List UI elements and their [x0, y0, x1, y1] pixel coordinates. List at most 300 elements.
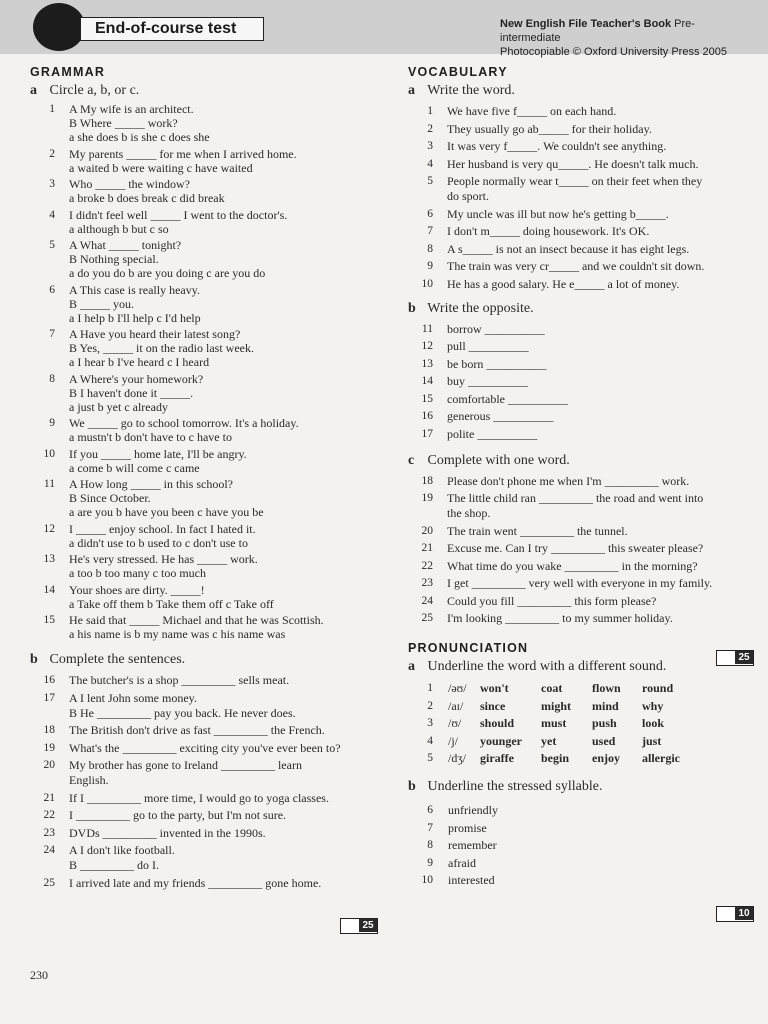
question-number: 1 [427, 682, 433, 694]
stress-item [408, 872, 753, 890]
task-instruction: Underline the stressed syllable. [427, 778, 603, 794]
page-number: 230 [30, 968, 48, 982]
phonetic-symbol: /ʊ/ [448, 716, 462, 731]
question-body [447, 491, 753, 521]
question-number: 25 [43, 876, 55, 889]
question-line: a his name is b my name was c his name was [69, 627, 286, 641]
question-line: What time do you wake _________ in the morning? [447, 558, 698, 573]
question-line: A My wife is an architect. [69, 102, 194, 116]
question-number: 19 [43, 741, 55, 754]
grammar-heading: GRAMMAR [30, 65, 106, 79]
copyright-line: Photocopiable © Oxford University Press 2005 [500, 46, 727, 58]
question-line: I'm looking _________ to my summer holiday. [447, 611, 673, 625]
pronunciation-word[interactable]: won't [480, 681, 509, 695]
pronunciation-word[interactable]: coat [541, 681, 563, 695]
question-number: 2 [427, 699, 433, 712]
task-letter: a [408, 659, 415, 674]
grammar-items-a [30, 102, 388, 641]
question-body [447, 427, 753, 442]
question-body [447, 207, 753, 222]
vocabulary-items-b [408, 322, 753, 442]
question-line: a just b yet c already [69, 399, 168, 414]
question-line: Who _____ the window? [69, 177, 190, 191]
question-body [69, 741, 388, 756]
question-item [408, 242, 753, 257]
pronunciation-word[interactable]: younger [480, 733, 522, 748]
question-line: Her husband is very qu_____. He doesn't talk much. [447, 156, 699, 171]
question-line: The train went _________ the tunnel. [447, 523, 628, 538]
question-line: The little child ran _________ the road and went into [447, 491, 704, 505]
question-body [69, 238, 388, 280]
question-item [408, 357, 753, 372]
question-body [69, 808, 388, 823]
question-line: My uncle was ill but now he's getting b_____. [447, 206, 669, 221]
question-body [447, 576, 753, 591]
pronunciation-word[interactable]: since [480, 698, 506, 713]
question-body [447, 174, 753, 204]
task-letter: b [408, 778, 416, 794]
question-number: 20 [43, 759, 55, 771]
question-number: 2 [49, 147, 55, 160]
question-body [69, 416, 388, 444]
question-body [447, 122, 753, 137]
question-body [69, 208, 388, 236]
question-body [69, 826, 388, 841]
question-line: A s_____ is not an insect because it has eight legs. [447, 241, 690, 256]
pronunciation-word[interactable]: giraffe [480, 751, 514, 766]
question-line: A What _____ tonight? [69, 238, 182, 252]
pronunciation-task-a [408, 658, 753, 676]
question-item [408, 474, 753, 489]
pronunciation-word[interactable]: look [642, 716, 665, 731]
question-number: 16 [421, 410, 433, 422]
question-number: 18 [421, 474, 433, 487]
question-number: 24 [421, 594, 433, 607]
question-body [447, 322, 753, 337]
question-number: 9 [427, 856, 433, 869]
question-body [69, 372, 388, 414]
stress-item [408, 802, 753, 820]
question-line: do sport. [447, 189, 489, 203]
question-number: 14 [43, 583, 55, 596]
vocabulary-task-c [408, 452, 753, 470]
grammar-score: 25 [359, 919, 377, 932]
question-item [30, 613, 388, 641]
question-number: 6 [427, 803, 433, 816]
question-number: 5 [427, 175, 433, 187]
question-line: I get _________ very well with everyone in my family. [447, 576, 713, 590]
question-item [408, 559, 753, 574]
question-body [447, 374, 753, 389]
pronunciation-score-box [716, 906, 754, 922]
question-item [30, 238, 388, 280]
question-item [30, 843, 388, 873]
phonetic-symbol: /dʒ/ [448, 751, 466, 766]
question-item [30, 673, 388, 688]
question-line: a Take off them b Take them off c Take off [69, 596, 274, 611]
question-body [447, 339, 753, 354]
question-item [30, 177, 388, 205]
question-number: 7 [427, 821, 433, 834]
question-line: B Since October. [69, 491, 151, 505]
question-body [69, 447, 388, 475]
task-letter: b [30, 652, 38, 667]
question-line: B He _________ pay you back. He never does. [69, 705, 296, 720]
question-line: a do you do b are you doing c are you do [69, 266, 266, 280]
question-line: Please don't phone me when I'm _________ work. [447, 473, 690, 488]
question-item [30, 147, 388, 175]
task-instruction: Write the opposite. [427, 300, 534, 316]
right-column [408, 64, 753, 890]
question-number: 22 [43, 809, 55, 821]
question-body [69, 177, 388, 205]
question-body [447, 409, 753, 424]
question-line: a mustn't b don't have to c have to [69, 430, 232, 444]
question-number: 25 [421, 612, 433, 624]
question-item [30, 447, 388, 475]
question-body [69, 691, 388, 721]
question-body [69, 283, 388, 325]
question-line: A Have you heard their latest song? [69, 327, 241, 341]
question-number: 8 [49, 372, 55, 385]
question-item [408, 277, 753, 292]
header-disc-decoration [33, 3, 85, 51]
question-line: A I lent John some money. [69, 690, 197, 705]
question-item [30, 741, 388, 756]
grammar-items-b [30, 673, 388, 891]
question-line: a I help b I'll help c I'd help [69, 310, 201, 325]
question-number: 5 [427, 752, 433, 765]
question-line: B Nothing special. [69, 252, 159, 266]
question-body [69, 522, 388, 550]
question-number: 23 [43, 826, 55, 839]
stress-word[interactable]: remember [448, 838, 497, 853]
question-item [408, 139, 753, 154]
question-line: pull __________ [447, 339, 529, 353]
vocabulary-items-c [408, 474, 753, 627]
grammar-task-a [30, 82, 388, 100]
pronunciation-score: 10 [735, 907, 753, 920]
pronunciation-word[interactable]: allergic [642, 751, 680, 766]
page-title: End-of-course test [80, 17, 264, 41]
question-number: 11 [421, 322, 433, 335]
task-letter: b [408, 300, 416, 316]
phonetic-symbol: /j/ [448, 733, 459, 748]
task-instruction: Underline the word with a different sound. [427, 659, 667, 674]
grammar-task-b [30, 651, 388, 669]
pronunciation-word[interactable]: should [480, 716, 515, 731]
pronunciation-rows [408, 680, 753, 768]
question-number: 15 [43, 614, 55, 626]
question-number: 13 [421, 357, 433, 370]
pronunciation-word[interactable]: why [642, 698, 664, 713]
task-letter: a [30, 83, 37, 98]
question-body [69, 327, 388, 369]
question-line: polite __________ [447, 426, 538, 441]
question-item [408, 374, 753, 389]
vocabulary-score-box [716, 650, 754, 666]
question-number: 19 [421, 492, 433, 504]
question-body [69, 147, 388, 175]
question-line: a too b too many c too much [69, 566, 206, 580]
question-number: 7 [49, 328, 55, 340]
question-item [30, 791, 388, 806]
stress-word[interactable]: afraid [448, 855, 476, 870]
question-line: I arrived late and my friends _________ gone home. [69, 875, 322, 890]
question-number: 3 [427, 717, 433, 730]
question-body [447, 541, 753, 556]
question-body [69, 876, 388, 891]
question-line: A Where's your homework? [69, 371, 204, 386]
question-item [30, 522, 388, 550]
question-number: 9 [427, 260, 433, 272]
question-line: be born __________ [447, 356, 547, 371]
question-number: 10 [421, 874, 433, 887]
question-item [408, 491, 753, 521]
question-line: It was very f_____. We couldn't see anything. [447, 139, 667, 153]
question-item [30, 826, 388, 841]
stress-word[interactable]: promise [448, 820, 487, 835]
question-number: 17 [43, 691, 55, 704]
stress-item [408, 837, 753, 855]
question-line: a are you b have you been c have you be [69, 505, 264, 519]
pronunciation-word[interactable]: yet [541, 733, 557, 748]
question-number: 21 [421, 542, 433, 554]
question-number: 15 [421, 392, 433, 405]
stress-word[interactable]: interested [448, 873, 495, 888]
question-number: 17 [421, 427, 433, 440]
pronunciation-row [408, 680, 753, 698]
question-number: 11 [43, 478, 55, 490]
question-item [408, 339, 753, 354]
question-number: 23 [421, 577, 433, 589]
book-level: Pre-intermediate [500, 18, 695, 44]
question-number: 8 [427, 839, 433, 852]
question-number: 4 [427, 734, 433, 747]
question-number: 18 [43, 724, 55, 736]
question-number: 1 [427, 105, 433, 117]
phonetic-symbol: /əʊ/ [448, 681, 467, 695]
vocabulary-task-b [408, 300, 753, 318]
question-item [408, 576, 753, 591]
task-instruction: Complete with one word. [427, 452, 570, 468]
question-item [408, 322, 753, 337]
question-body [447, 357, 753, 372]
vocabulary-items-a [408, 104, 753, 292]
question-line: a although b but c so [69, 221, 169, 236]
question-number: 24 [43, 844, 55, 856]
question-number: 1 [49, 103, 55, 115]
question-item [30, 723, 388, 738]
question-number: 12 [421, 340, 433, 352]
question-number: 4 [49, 208, 55, 221]
question-line: B I haven't done it _____. [69, 385, 194, 400]
question-body [447, 259, 753, 274]
pronunciation-heading: PRONUNCIATION [408, 641, 529, 655]
question-body [69, 477, 388, 519]
pronunciation-row [408, 750, 753, 768]
question-body [69, 102, 388, 144]
question-item [408, 259, 753, 274]
pronunciation-word[interactable]: might [541, 698, 571, 713]
vocabulary-heading: VOCABULARY [408, 65, 508, 79]
pronunciation-word[interactable]: just [642, 733, 662, 748]
question-line: B _________ do I. [69, 858, 159, 872]
question-number: 2 [427, 122, 433, 135]
stress-item [408, 855, 753, 873]
question-line: He said that _____ Michael and that he was Scottish. [69, 613, 324, 627]
question-item [408, 224, 753, 239]
question-line: DVDs _________ invented in the 1990s. [69, 825, 266, 840]
question-body [69, 791, 388, 806]
question-line: I _________ go to the party, but I'm not sure. [69, 808, 287, 822]
question-item [408, 611, 753, 626]
task-instruction: Complete the sentences. [49, 652, 186, 667]
task-letter: c [408, 452, 415, 468]
question-body [447, 611, 753, 626]
vocabulary-task-a [408, 82, 753, 100]
publisher-info [500, 17, 754, 59]
question-number: 9 [49, 417, 55, 429]
question-item [30, 416, 388, 444]
question-body [69, 723, 388, 738]
question-item [30, 477, 388, 519]
pronunciation-word[interactable]: flown [592, 681, 621, 695]
pronunciation-word[interactable]: enjoy [592, 751, 620, 766]
question-item [30, 372, 388, 414]
question-item [408, 409, 753, 424]
question-body [447, 559, 753, 574]
pronunciation-word[interactable]: must [541, 716, 567, 731]
question-line: The train was very cr_____ and we couldn't sit down. [447, 259, 705, 273]
question-line: a she does b is she c does she [69, 130, 210, 144]
pronunciation-task-b [408, 778, 753, 796]
question-number: 16 [43, 674, 55, 686]
question-line: People normally wear t_____ on their feet when they [447, 174, 703, 188]
question-line: English. [69, 773, 109, 787]
question-item [408, 207, 753, 222]
question-body [69, 583, 388, 611]
pronunciation-word[interactable]: round [642, 681, 674, 695]
question-item [30, 552, 388, 580]
question-line: A I don't like football. [69, 843, 175, 857]
question-line: If I _________ more time, I would go to yoga classes. [69, 790, 329, 805]
question-line: He has a good salary. He e_____ a lot of money. [447, 276, 680, 291]
question-body [69, 613, 388, 641]
question-line: I didn't feel well _____ I went to the doctor's. [69, 207, 288, 222]
question-line: My parents _____ for me when I arrived home. [69, 146, 297, 161]
grammar-score-box [340, 918, 378, 934]
question-body [447, 392, 753, 407]
question-line: B Where _____ work? [69, 116, 178, 130]
question-line: The butcher's is a shop _________ sells meat. [69, 673, 290, 687]
question-body [447, 474, 753, 489]
question-body [447, 139, 753, 154]
question-line: A How long _____ in this school? [69, 477, 233, 491]
question-line: a broke b does break c did break [69, 191, 225, 205]
question-line: My brother has gone to Ireland _________ learn [69, 758, 302, 772]
question-body [447, 524, 753, 539]
question-number: 13 [43, 553, 55, 565]
pronunciation-word[interactable]: mind [592, 698, 619, 713]
task-instruction: Circle a, b, or c. [49, 83, 140, 98]
question-line: B Yes, _____ it on the radio last week. [69, 341, 254, 355]
question-number: 10 [421, 277, 433, 290]
pronunciation-word[interactable]: push [592, 716, 617, 731]
stress-word[interactable]: unfriendly [448, 802, 498, 817]
question-line: A This case is really heavy. [69, 282, 200, 297]
question-line: Could you fill _________ this form please? [447, 593, 657, 608]
question-line: buy __________ [447, 374, 528, 388]
question-line: I don't m_____ doing housework. It's OK. [447, 224, 650, 238]
question-item [408, 122, 753, 137]
question-body [447, 242, 753, 257]
question-line: The British don't drive as fast _________ the French. [69, 723, 325, 737]
question-number: 12 [43, 522, 55, 535]
question-item [30, 876, 388, 891]
question-item [30, 283, 388, 325]
question-body [69, 758, 388, 788]
vocabulary-score: 25 [735, 651, 753, 664]
question-line: They usually go ab_____ for their holiday. [447, 121, 652, 136]
question-item [408, 392, 753, 407]
question-number: 20 [421, 524, 433, 537]
question-item [30, 208, 388, 236]
question-body [447, 277, 753, 292]
question-item [408, 594, 753, 609]
question-line: a I hear b I've heard c I heard [69, 355, 210, 369]
question-line: generous __________ [447, 409, 554, 423]
question-item [408, 104, 753, 119]
question-number: 21 [43, 791, 55, 804]
question-item [30, 808, 388, 823]
question-line: a waited b were waiting c have waited [69, 160, 253, 175]
question-number: 14 [421, 375, 433, 387]
pronunciation-word[interactable]: begin [541, 751, 570, 766]
question-item [30, 583, 388, 611]
question-number: 3 [49, 178, 55, 190]
pronunciation-items-b [408, 802, 753, 890]
question-number: 6 [427, 207, 433, 220]
phonetic-symbol: /aɪ/ [448, 698, 464, 713]
question-item [30, 102, 388, 144]
question-number: 7 [427, 225, 433, 237]
question-body [69, 843, 388, 873]
question-body [69, 552, 388, 580]
question-item [30, 327, 388, 369]
task-instruction: Write the word. [427, 83, 515, 98]
question-line: B _____ you. [69, 296, 135, 311]
question-item [408, 174, 753, 204]
question-item [408, 157, 753, 172]
question-line: We have five f_____ on each hand. [447, 104, 617, 118]
question-line: borrow __________ [447, 321, 545, 336]
question-line: Your shoes are dirty. _____! [69, 582, 205, 597]
pronunciation-word[interactable]: used [592, 733, 616, 748]
book-title: New English File Teacher's Book [500, 18, 672, 30]
question-body [447, 104, 753, 119]
pronunciation-row [408, 715, 753, 733]
question-line: comfortable __________ [447, 391, 568, 406]
stress-item [408, 820, 753, 838]
question-line: What's the _________ exciting city you've ever been to? [69, 740, 341, 755]
task-letter: a [408, 83, 415, 98]
question-body [447, 224, 753, 239]
question-item [408, 427, 753, 442]
question-line: a come b will come c came [69, 460, 200, 475]
question-number: 3 [427, 140, 433, 152]
question-number: 5 [49, 239, 55, 251]
